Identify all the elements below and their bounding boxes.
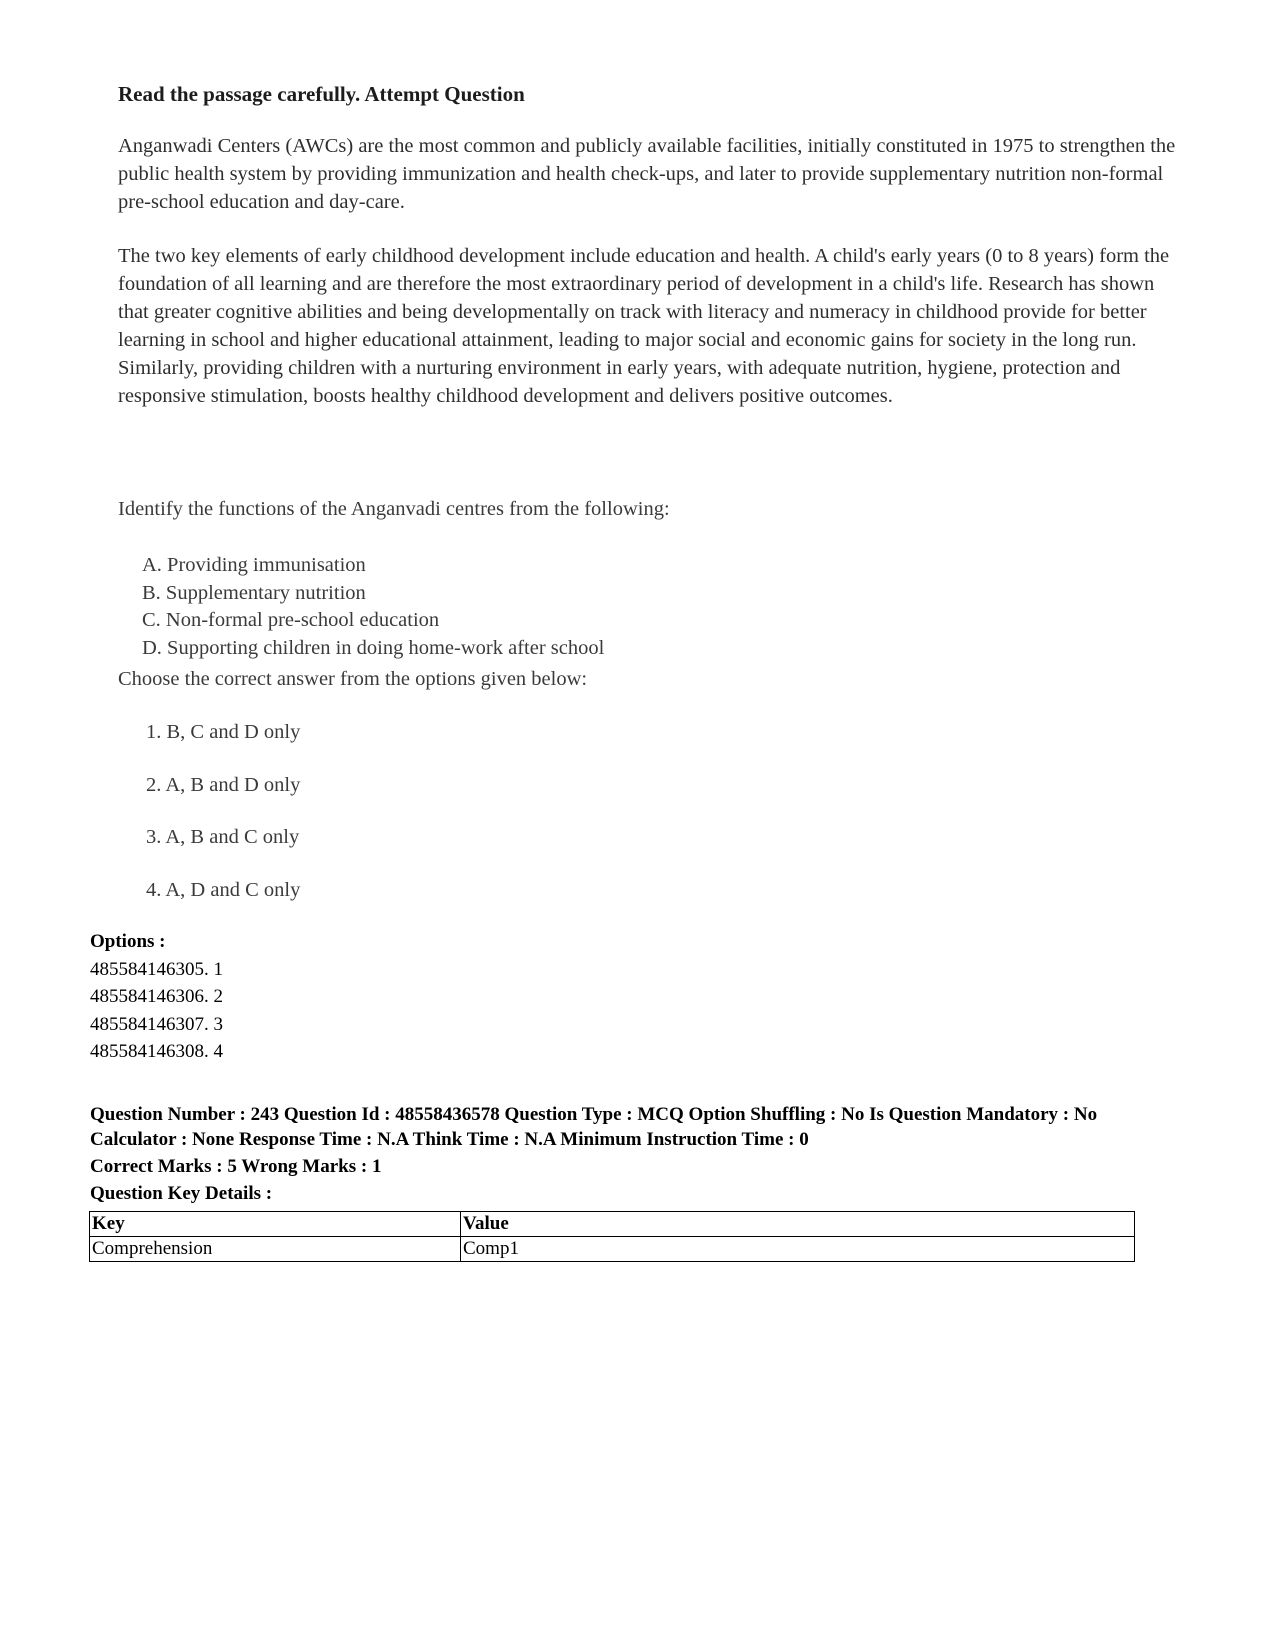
passage-paragraph-2: The two key elements of early childhood development include education and health. A child's early years (0 to 8 years) form the foundation of all learning and are therefore the most extraordinary period of development in a child's life. Research has shown that greater cognitive abilities and being developmentally on track with literacy and numeracy in childhood provide for better learning in school and higher educational attainment, leading to major social and economic gains for society in the long run. Similarly, providing children with a nurturing environment in early years, with adequate nutrition, hygiene, protection and responsive stimulation, boosts healthy childhood development and delivers positive outcomes. bbox=[118, 245, 1170, 407]
options-label: Options : bbox=[90, 931, 166, 952]
question-meta-line: Question Number : 243 Question Id : 48558436578 Question Type : MCQ Option Shuffling : No Is Question Mandatory : No Calculator : None Response Time : N.A Think Time : N.A Minimum Instruction Time : 0 bbox=[90, 1104, 1098, 1150]
option-item: 485584146307. 3 bbox=[90, 1013, 223, 1035]
statement-item: D. Supporting children in doing home-work after school bbox=[142, 636, 605, 659]
table-cell-value: Comp1 bbox=[461, 1237, 1135, 1262]
passage-paragraph-1: Anganwadi Centers (AWCs) are the most common and publicly available facilities, initially constituted in 1975 to strengthen the public health system by providing immunization and health check-ups, and later to provide supplementary nutrition non-formal pre-school education and day-care. bbox=[118, 135, 1176, 213]
option-item: 485584146305. 1 bbox=[90, 958, 223, 980]
options-section bbox=[90, 928, 223, 1066]
choice-list bbox=[146, 718, 300, 928]
statement-list bbox=[142, 552, 604, 662]
table-header-row bbox=[90, 1212, 1135, 1237]
passage-heading: Read the passage carefully. Attempt Question bbox=[118, 82, 525, 106]
column-header-value: Value bbox=[461, 1212, 1135, 1237]
statement-item: B. Supplementary nutrition bbox=[142, 581, 366, 604]
column-header-key: Key bbox=[90, 1212, 461, 1237]
key-details-table bbox=[89, 1211, 1135, 1262]
question-prompt: Identify the functions of the Anganvadi centres from the following: bbox=[118, 498, 670, 520]
choose-instruction: Choose the correct answer from the options given below: bbox=[118, 668, 588, 690]
option-item: 485584146308. 4 bbox=[90, 1041, 223, 1063]
marks-line: Correct Marks : 5 Wrong Marks : 1 bbox=[90, 1156, 382, 1177]
choice-item: 3. A, B and C only bbox=[146, 826, 300, 848]
statement-item: A. Providing immunisation bbox=[142, 554, 366, 576]
key-details-label: Question Key Details : bbox=[90, 1183, 273, 1204]
choice-item: 4. A, D and C only bbox=[146, 878, 301, 901]
option-item: 485584146306. 2 bbox=[90, 986, 223, 1008]
question-meta bbox=[90, 1102, 1150, 1208]
table-cell-key: Comprehension bbox=[90, 1237, 461, 1262]
statement-item: C. Non-formal pre-school education bbox=[142, 609, 440, 631]
choice-item: 2. A, B and D only bbox=[146, 773, 301, 796]
question-image bbox=[100, 72, 1180, 952]
choice-item: 1. B, C and D only bbox=[146, 721, 301, 743]
table-row bbox=[90, 1237, 1135, 1262]
